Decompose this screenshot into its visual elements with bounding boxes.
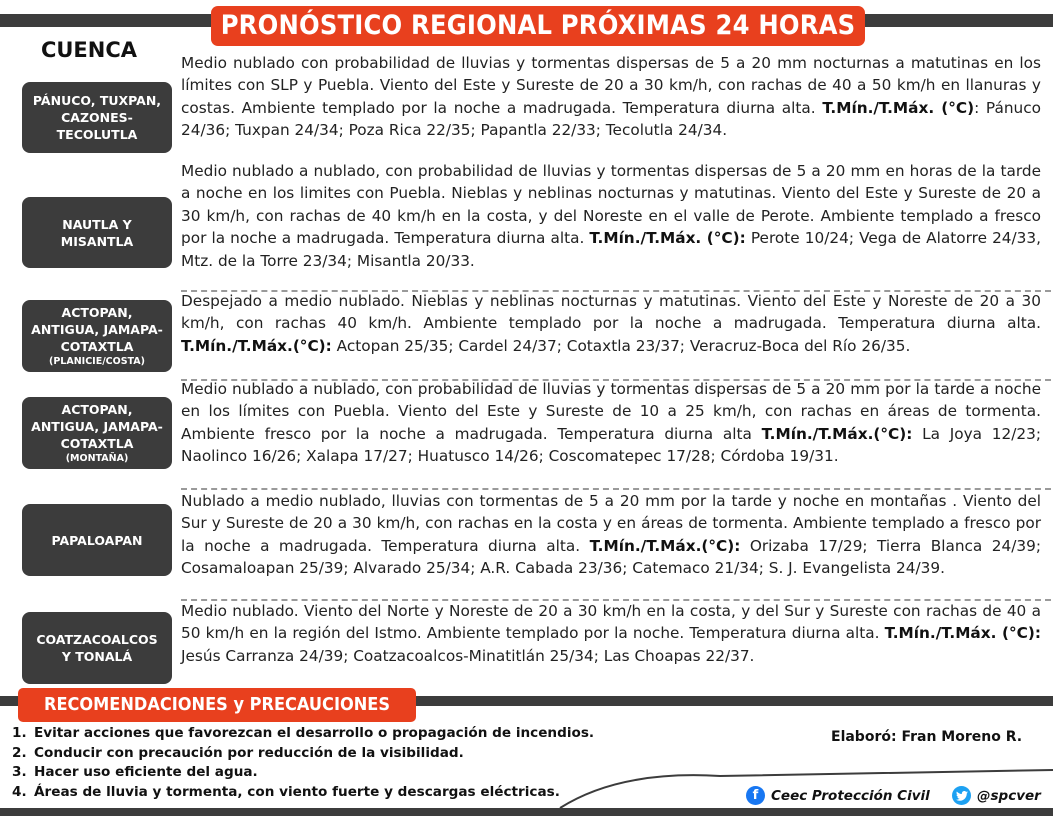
facebook-icon: f — [746, 786, 765, 805]
page-title: PRONÓSTICO REGIONAL PRÓXIMAS 24 HORAS — [211, 6, 865, 46]
forecast-text-actopan-montana: Medio nublado a nublado, con probabilidad de lluvias y tormentas dispersas de 5 a 20 mm por la tarde a noche en los límites con Puebla. Viento del Este y Sureste de 10 a 25 km/h, con rachas en áreas de tormenta. Ambiente fresco por la noche a madrugada. Temperatura diurna alta T.Mín./T.Máx.(°C): La Joya 12/23; Naolinco 16/26; Xalapa 17/27; Huatusco 14/26; Coscomatepec 17/28; Córdoba 19/31. — [181, 380, 1041, 466]
twitter-link[interactable] — [952, 786, 1041, 805]
list-item: 1. Evitar acciones que favorezcan el desarrollo o propagación de incendios. — [12, 725, 595, 741]
recommendations-title: RECOMENDACIONES y PRECAUCIONES — [18, 688, 416, 722]
region-line: NAUTLA Y — [62, 216, 132, 232]
twitter-icon — [952, 786, 971, 805]
region-line: TECOLUTLA — [56, 127, 138, 142]
region-line: COTAXTLA — [60, 435, 134, 451]
region-line: Y TONALÁ — [61, 649, 133, 664]
twitter-label: @spcver — [977, 787, 1041, 804]
region-line: COTAXTLA — [60, 338, 134, 354]
region-line: ACTOPAN, — [61, 304, 133, 320]
region-line: MISANTLA — [60, 233, 134, 249]
region-line: ACTOPAN, — [61, 401, 133, 417]
region-line: COATZACOALCOS — [36, 632, 158, 647]
forecast-text-coatzacoalcos: Medio nublado. Viento del Norte y Noreste de 20 a 30 km/h en la costa, y del Sur y Sureste con rachas de 40 a 50 km/h en la región del Istmo. Ambiente templado por la noche. Temperatura diurna alta. T.Mín./T.Máx. (°C): Jesús Carranza 24/39; Coatzacoalcos-Minatitlán 25/34; Las Choapas 22/37. — [181, 602, 1041, 665]
region-line: ANTIGUA, JAMAPA- — [31, 418, 163, 434]
list-item: 2. Conducir con precaución por reducción de la visibilidad. — [12, 744, 464, 761]
list-item: 3. Hacer uso eficiente del agua. — [12, 764, 258, 781]
footer-bar — [0, 808, 1053, 816]
facebook-link[interactable] — [746, 786, 930, 805]
region-line: PÁNUCO, TUXPAN, — [32, 93, 162, 108]
cuenca-heading: CUENCA — [40, 38, 138, 62]
forecast-text-panuco: Medio nublado con probabilidad de lluvias y tormentas dispersas de 5 a 20 mm nocturnas a matutinas en los límites con SLP y Puebla. Viento del Este y Sureste de 20 a 30 km/h, con rachas de 40 a 50 km/h en llanuras y costas. Ambiente templado por la noche a madrugada. Temperatura diurna alta. T.Mín./T.Máx. (°C): Pánuco 24/36; Tuxpan 24/34; Poza Rica 22/35; Papantla 22/33; Tecolutla 24/34. — [181, 54, 1041, 140]
facebook-label: Ceec Protección Civil — [771, 787, 930, 804]
region-sub: (PLANICIE/COSTA) — [49, 355, 145, 367]
forecast-text-actopan-costa: Despejado a medio nublado. Nieblas y neblinas nocturnas y matutinas. Viento del Este y Noreste de 20 a 30 km/h, con rachas 40 km/h. Ambiente templado por la noche a madrugada. Temperatura diurna alta. T.Mín./T.Máx.(°C): Actopan 25/35; Cardel 24/37; Cotaxtla 23/37; Veracruz-Boca del Río 26/35. — [181, 292, 1041, 355]
forecast-text-nautla: Medio nublado a nublado, con probabilidad de lluvias y tormentas dispersas de 5 a 20 mm en horas de la tarde a noche en los limites con Puebla. Nieblas y neblinas nocturnas y matutinas. Viento del Este y Sureste de 20 a 30 km/h, con rachas de 40 km/h en la costa, y del Noreste en el valle de Perote. Ambiente templado a fresco por la noche a madrugada. Temperatura diurna alta. T.Mín./T.Máx. (°C): Perote 10/24; Vega de Alatorre 24/33, Mtz. de la Torre 23/34; Misantla 20/33. — [181, 162, 1042, 270]
region-line: ANTIGUA, JAMAPA- — [31, 321, 163, 337]
region-sub: (MONTAÑA) — [65, 452, 129, 464]
list-item: 4. Áreas de lluvia y tormenta, con viento fuerte y descargas eléctricas. — [12, 783, 560, 800]
region-line: PAPALOAPAN — [51, 532, 143, 548]
region-line: CAZONES- — [61, 110, 133, 125]
forecast-text-papaloapan: Nublado a medio nublado, lluvias con tormentas de 5 a 20 mm por la tarde y noche en montañas . Viento del Sur y Sureste de 20 a 30 km/h, con rachas en la costa y en áreas de tormenta. Ambiente templado a fresco por la noche a madrugada. Temperatura diurna alta. T.Mín./T.Máx.(°C): Orizaba 17/29; Tierra Blanca 24/39; Cosamaloapan 25/39; Alvarado 25/34; A.R. Cabada 23/36; Catemaco 21/34; S. J. Evangelista 24/39. — [181, 492, 1041, 578]
author-credit: Elaboró: Fran Moreno R. — [831, 729, 1023, 745]
